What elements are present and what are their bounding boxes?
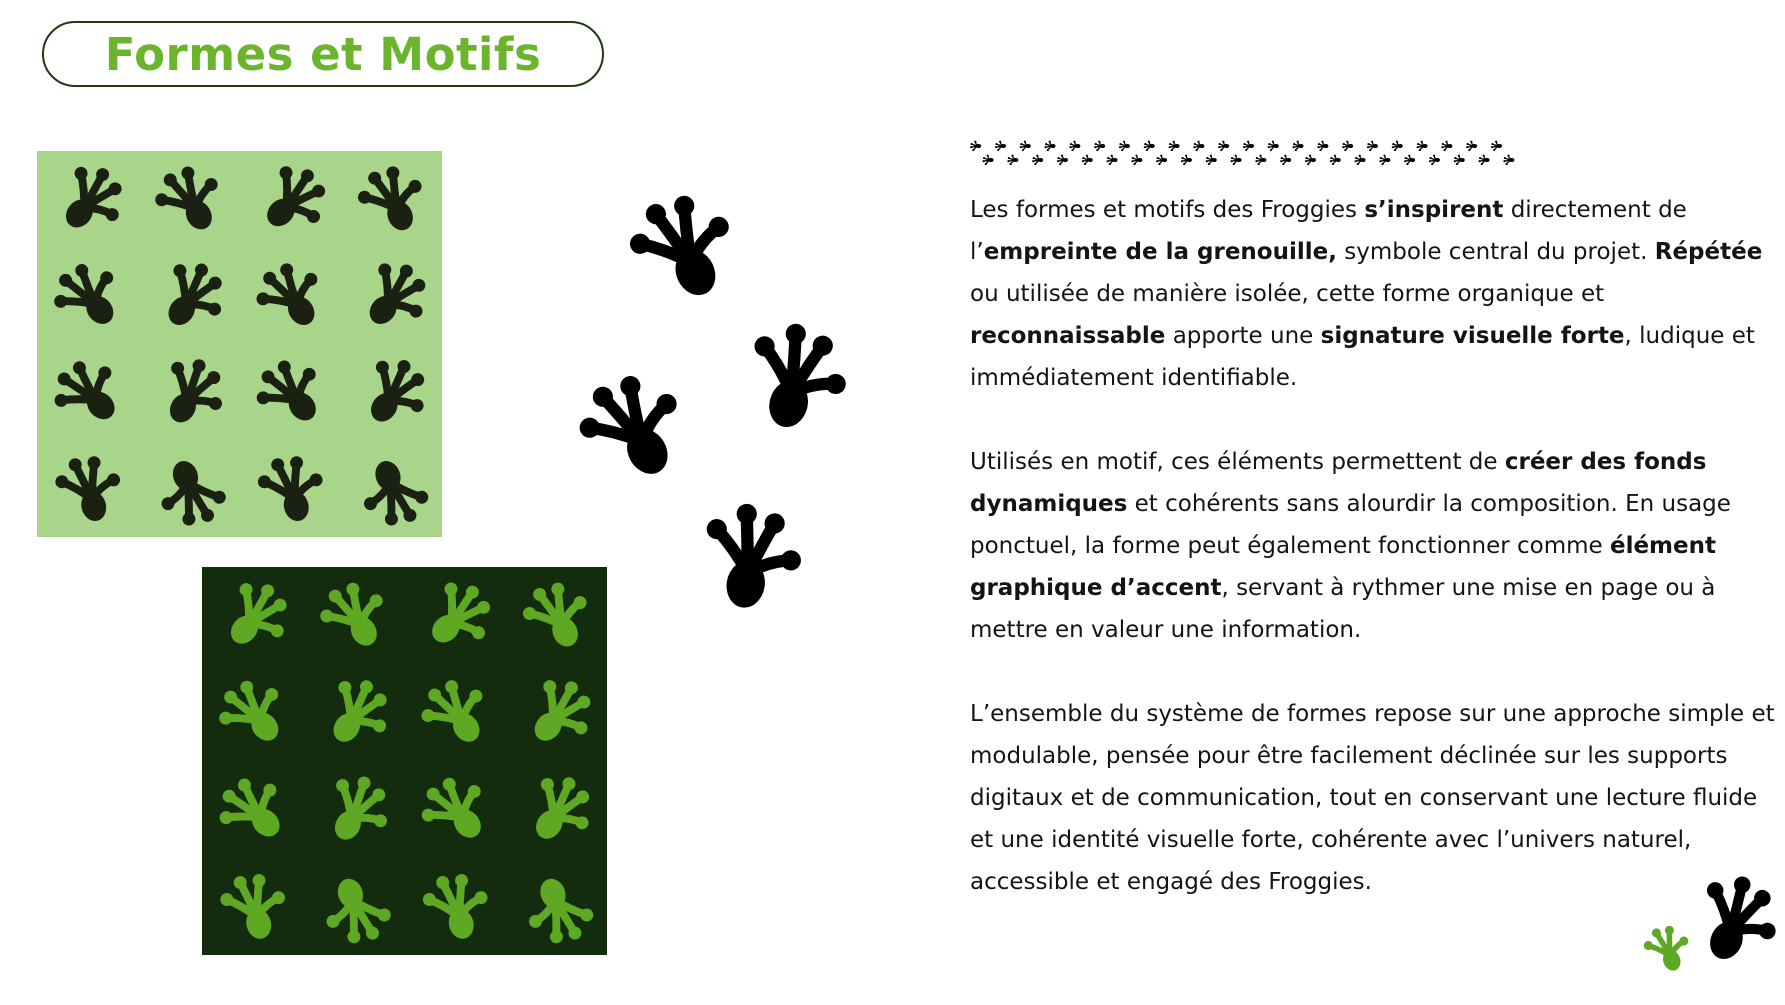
frog-footprint-icon — [1317, 141, 1328, 152]
text-run: L’ensemble du système de formes repose sur une approche simple et modulable, pensée pour être facilement déclinée sur les supports digitaux et de communication, tout en conservant une lecture fluide et une identité visuelle forte, cohérente avec l’univers naturel, accessible et engagé des Froggies. — [970, 701, 1775, 895]
frog-footprint-icon — [1007, 155, 1018, 166]
frog-footprint-icon — [1429, 155, 1440, 166]
frog-footprint-icon — [1181, 155, 1192, 166]
text-run: Utilisés en motif, ces éléments permettent de — [970, 449, 1505, 475]
frog-footprint-icon — [1454, 155, 1465, 166]
frog-footprint-icon — [1069, 141, 1080, 152]
page-title: Formes et Motifs — [104, 27, 542, 81]
frog-footprint-icon — [1342, 141, 1353, 152]
frog-footprint-icon — [1355, 155, 1366, 166]
bold-text-run: signature visuelle forte — [1320, 323, 1625, 349]
frog-footprint-icon — [1268, 141, 1279, 152]
frog-footprint-icon — [694, 498, 809, 617]
frog-footprint-icon — [1243, 141, 1254, 152]
footprint-divider — [968, 138, 1522, 170]
paragraph-intro — [970, 189, 1780, 399]
bold-text-run: s’inspirent — [1364, 197, 1504, 223]
frog-footprint-icon — [1379, 155, 1390, 166]
body-text — [970, 189, 1780, 945]
text-run: et cohérents sans alourdir la composition. En usage ponctuel, la forme peut également fonctionner comme — [970, 491, 1731, 559]
frog-footprint-icon — [1094, 141, 1105, 152]
frog-footprint-icon — [970, 141, 981, 152]
frog-footprint-icon — [1293, 141, 1304, 152]
frog-footprint-icon — [1020, 141, 1031, 152]
frog-footprint-icon — [1193, 141, 1204, 152]
frog-footprint-icon — [1404, 155, 1415, 166]
frog-footprint-icon — [1330, 155, 1341, 166]
bold-text-run: Répétée — [1654, 239, 1763, 265]
frog-footprint-icon — [566, 357, 703, 496]
frog-footprint-icon — [1466, 141, 1477, 152]
frog-footprint-icon — [1131, 155, 1142, 166]
frog-footprint-icon — [1144, 141, 1155, 152]
frog-footprint-icon — [1206, 155, 1217, 166]
paragraph-motif-usage — [970, 441, 1780, 651]
frog-footprint-icon — [1082, 155, 1093, 166]
bold-text-run: reconnaissable — [970, 323, 1166, 349]
text-run: Les formes et motifs des Froggies — [970, 197, 1365, 223]
frog-footprint-icon — [983, 155, 994, 166]
frog-footprint-icon — [995, 141, 1006, 152]
frog-footprint-icon — [1255, 155, 1266, 166]
scattered-footprints — [560, 170, 880, 630]
frog-footprint-icon — [1392, 141, 1403, 152]
frog-footprint-icon — [1045, 141, 1056, 152]
frog-footprint-icon — [1280, 155, 1291, 166]
corner-footprints — [1630, 870, 1785, 990]
frog-footprint-icon — [1639, 919, 1696, 977]
frog-footprint-icon — [1367, 141, 1378, 152]
text-run: apporte une — [1165, 323, 1321, 349]
frog-footprint-icon — [1218, 141, 1229, 152]
text-run: , ludique et immédiatement identifiable. — [970, 323, 1755, 391]
frog-footprint-icon — [1305, 155, 1316, 166]
frog-footprint-icon — [1417, 141, 1428, 152]
bold-text-run: empreinte de la grenouille, — [983, 239, 1337, 265]
frog-footprint-icon — [1032, 155, 1043, 166]
frog-footprint-icon — [618, 179, 751, 314]
text-run: symbole central du projet. — [1336, 239, 1655, 265]
frog-footprint-icon — [1107, 155, 1118, 166]
text-run: directement de l’ — [970, 197, 1687, 265]
frog-footprint-icon — [1156, 155, 1167, 166]
frog-footprint-icon — [1119, 141, 1130, 152]
text-run: , servant à rythmer une mise en page ou à mettre en valeur une information. — [970, 575, 1716, 643]
frog-footprint-icon — [1682, 870, 1785, 975]
title-pill — [42, 21, 604, 87]
frog-footprint-icon — [1441, 141, 1452, 152]
frog-footprint-icon — [1169, 141, 1180, 152]
frog-footprint-icon — [1057, 155, 1068, 166]
text-run: ou utilisée de manière isolée, cette forme organique et — [970, 281, 1605, 307]
bold-text-run: élément graphique d’accent — [970, 533, 1716, 601]
frog-footprint-icon — [1479, 155, 1490, 166]
frog-footprint-icon — [1503, 155, 1514, 166]
bold-text-run: créer des fonds dynamiques — [970, 449, 1707, 517]
frog-footprint-icon — [1231, 155, 1242, 166]
dark-green-pattern-panel — [202, 567, 607, 955]
frog-footprint-icon — [1491, 141, 1502, 152]
light-green-pattern-panel — [37, 151, 442, 537]
frog-footprint-icon — [736, 315, 858, 440]
